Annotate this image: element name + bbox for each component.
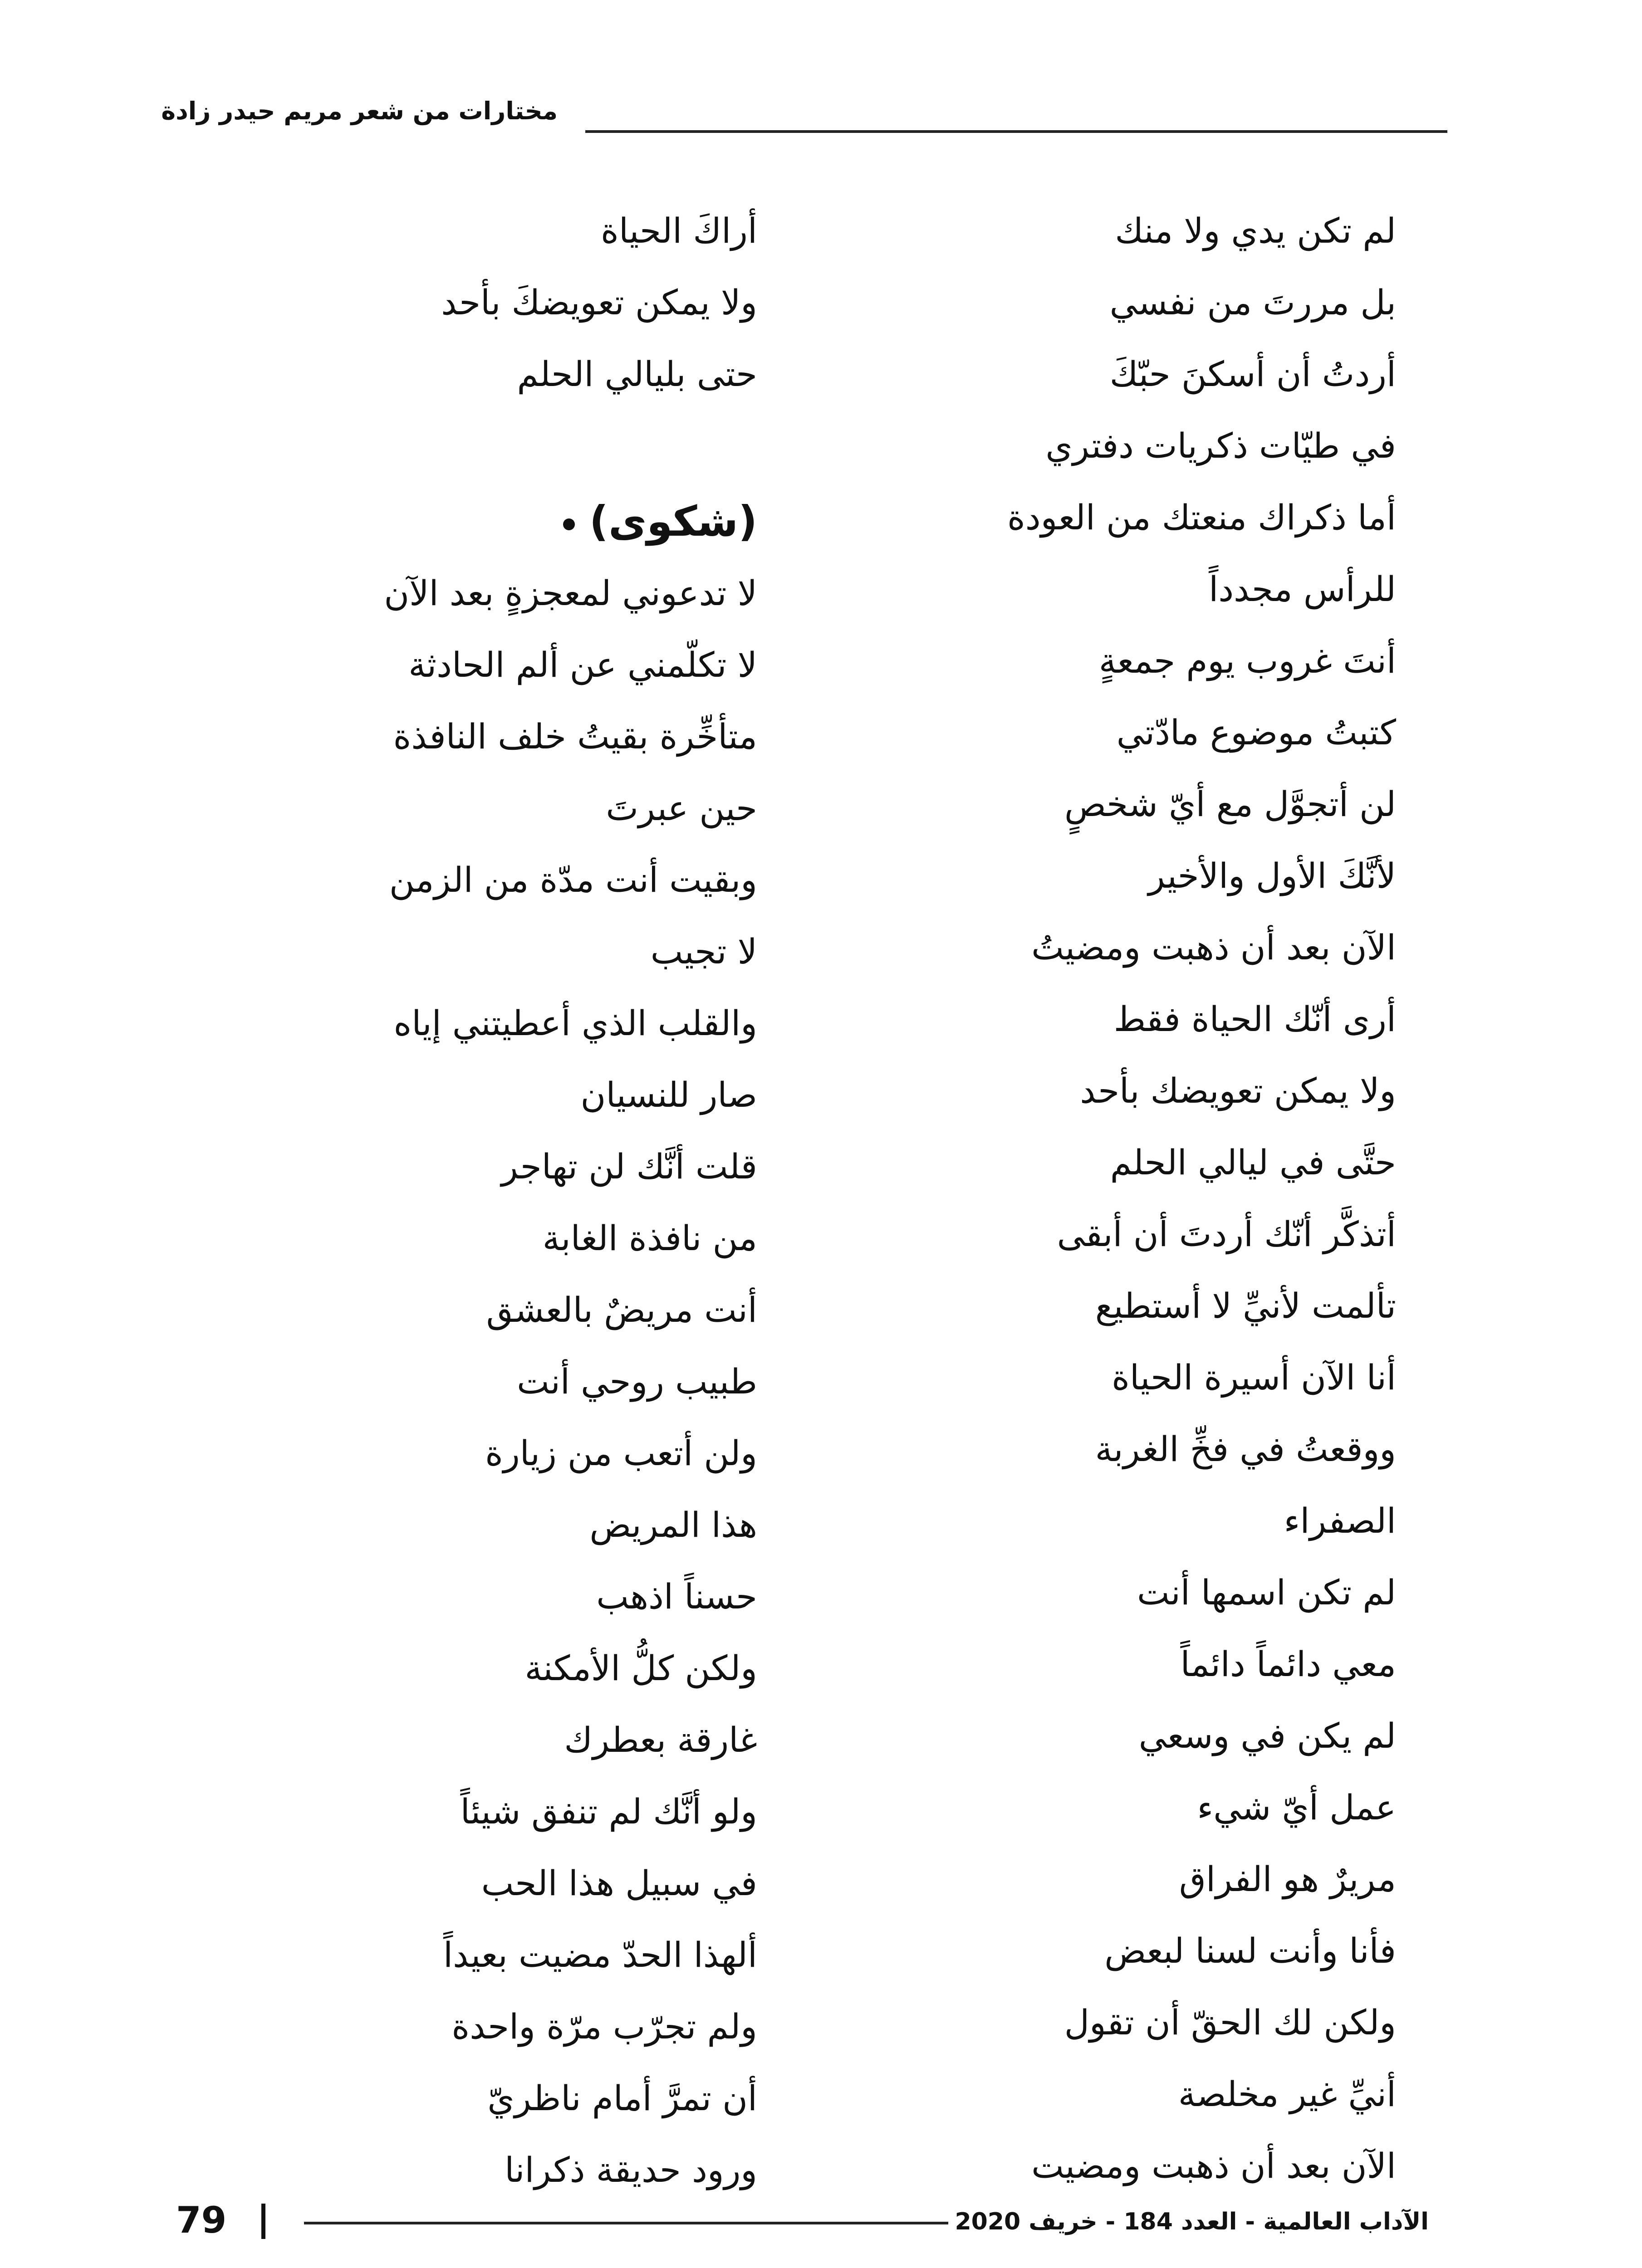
poem-line: أنا الآن أسيرة الحياة bbox=[1112, 1357, 1396, 1398]
poem-column-right bbox=[920, 195, 1396, 2202]
poem-line: أتذكَّر أنّك أردتَ أن أبقى bbox=[1057, 1214, 1396, 1254]
poem-line: أنت مريضٌ بالعشق bbox=[486, 1290, 757, 1330]
bullet-icon bbox=[563, 518, 575, 530]
poem-line: الصفراء bbox=[1284, 1501, 1396, 1541]
poem-line: لا تدعوني لمعجزةٍ بعد الآن bbox=[384, 573, 757, 613]
poem-line: أردتُ أن أسكنَ حبّكَ bbox=[1109, 354, 1396, 394]
poem-line: ولا يمكن تعويضكَ بأحد bbox=[441, 282, 757, 323]
poem-line: حتَّى في ليالي الحلم bbox=[1110, 1142, 1396, 1183]
poem-line: بل مررتَ من نفسي bbox=[1109, 282, 1396, 323]
poem-line: غارقة بعطرك bbox=[564, 1720, 757, 1760]
running-header-title: مختارات من شعر مريم حيدر زادة bbox=[161, 97, 558, 125]
poem-line: وبقيت أنت مدّة من الزمن bbox=[389, 860, 757, 900]
poem-line: أن تمرَّ أمام ناظريّ bbox=[487, 2078, 757, 2118]
poem-line: ولو أنَّك لم تنفق شيئاً bbox=[460, 1791, 757, 1832]
poem-line: قلت أنَّك لن تهاجر bbox=[501, 1146, 757, 1187]
poem-line: لا تجيب bbox=[650, 931, 757, 972]
poem-line: فأنا وأنت لسنا لبعض bbox=[1104, 1931, 1396, 1971]
poem-line: ولم تجرّب مرّة واحدة bbox=[451, 2006, 757, 2047]
poem-line: لم يكن في وسعي bbox=[1138, 1716, 1396, 1756]
poem-line: ألهذا الحدّ مضيت بعيداً bbox=[443, 1935, 757, 1975]
poem-line: ووقعتُ في فخِّ الغربة bbox=[1095, 1429, 1396, 1469]
poem-line: أرى أنّك الحياة فقط bbox=[1113, 999, 1396, 1039]
poem-line: صار للنسيان bbox=[580, 1075, 757, 1115]
poem-line: حين عبرتَ bbox=[606, 788, 757, 828]
footer-rule bbox=[304, 2222, 948, 2224]
poem-line: ولن أتعب من زيارة bbox=[485, 1433, 757, 1473]
stanza-gap bbox=[158, 410, 757, 486]
poem-line: أنيِّ غير مخلصة bbox=[1178, 2074, 1396, 2114]
poem-line: من نافذة الغابة bbox=[542, 1218, 757, 1258]
poem-line: أنتَ غروب يوم جمعةٍ bbox=[1098, 640, 1396, 681]
poem-line: هذا المريض bbox=[589, 1505, 757, 1545]
poem-line: عمل أيّ شيء bbox=[1197, 1787, 1396, 1828]
poem-line: تألمت لأنيِّ لا أستطيع bbox=[1095, 1286, 1396, 1326]
section-title: (شكوى) bbox=[589, 497, 757, 546]
poem-line: أما ذكراك منعتك من العودة bbox=[1007, 497, 1396, 538]
poem-line: للرأس مجدداً bbox=[1209, 569, 1396, 609]
poem-column-left bbox=[158, 195, 757, 2206]
poem-line: ولا يمكن تعويضك بأحد bbox=[1080, 1070, 1396, 1111]
poem-line: الآن بعد أن ذهبت ومضيتُ bbox=[1031, 927, 1396, 968]
poem-line: ولكن لك الحقّ أن تقول bbox=[1064, 2002, 1396, 2043]
poem-line: طبيب روحي أنت bbox=[517, 1361, 757, 1402]
poem-line: أراكَ الحياة bbox=[601, 210, 757, 251]
poem-line: والقلب الذي أعطيتني إياه bbox=[393, 1003, 757, 1043]
poem-line: لا تكلّمني عن ألم الحادثة bbox=[408, 645, 757, 685]
poem-line: متأخِّرة بقيتُ خلف النافذة bbox=[393, 716, 757, 757]
section-heading bbox=[158, 486, 757, 557]
page-number: 79 bbox=[176, 2199, 227, 2241]
poem-line: كتبتُ موضوع مادّتي bbox=[1116, 712, 1396, 753]
poem-line: الآن بعد أن ذهبت ومضيت bbox=[1031, 2146, 1396, 2186]
poem-line: حتى بليالي الحلم bbox=[517, 354, 757, 394]
poem-line: حسناً اذهب bbox=[596, 1576, 757, 1617]
poem-line: لأنَّكَ الأول والأخير bbox=[1148, 855, 1396, 896]
poem-line: لن أتجوَّل مع أيّ شخصٍ bbox=[1064, 784, 1396, 824]
poem-line: في سبيل هذا الحب bbox=[481, 1863, 757, 1903]
footer-journal-info: الآداب العالمية - العدد 184 - خريف 2020 bbox=[955, 2208, 1429, 2235]
poem-line: في طيّات ذكريات دفتري bbox=[1045, 425, 1396, 466]
poem-line: ورود حديقة ذكرانا bbox=[505, 2150, 757, 2190]
poem-line: ولكن كلُّ الأمكنة bbox=[524, 1648, 757, 1688]
header-rule bbox=[585, 130, 1447, 133]
poem-line: لم تكن يدي ولا منك bbox=[1115, 210, 1396, 251]
poem-line: لم تكن اسمها أنت bbox=[1137, 1572, 1396, 1613]
footer-divider bbox=[261, 2204, 265, 2239]
poem-line: معي دائماً دائماً bbox=[1180, 1644, 1396, 1684]
poem-line: مريرٌ هو الفراق bbox=[1179, 1859, 1396, 1899]
